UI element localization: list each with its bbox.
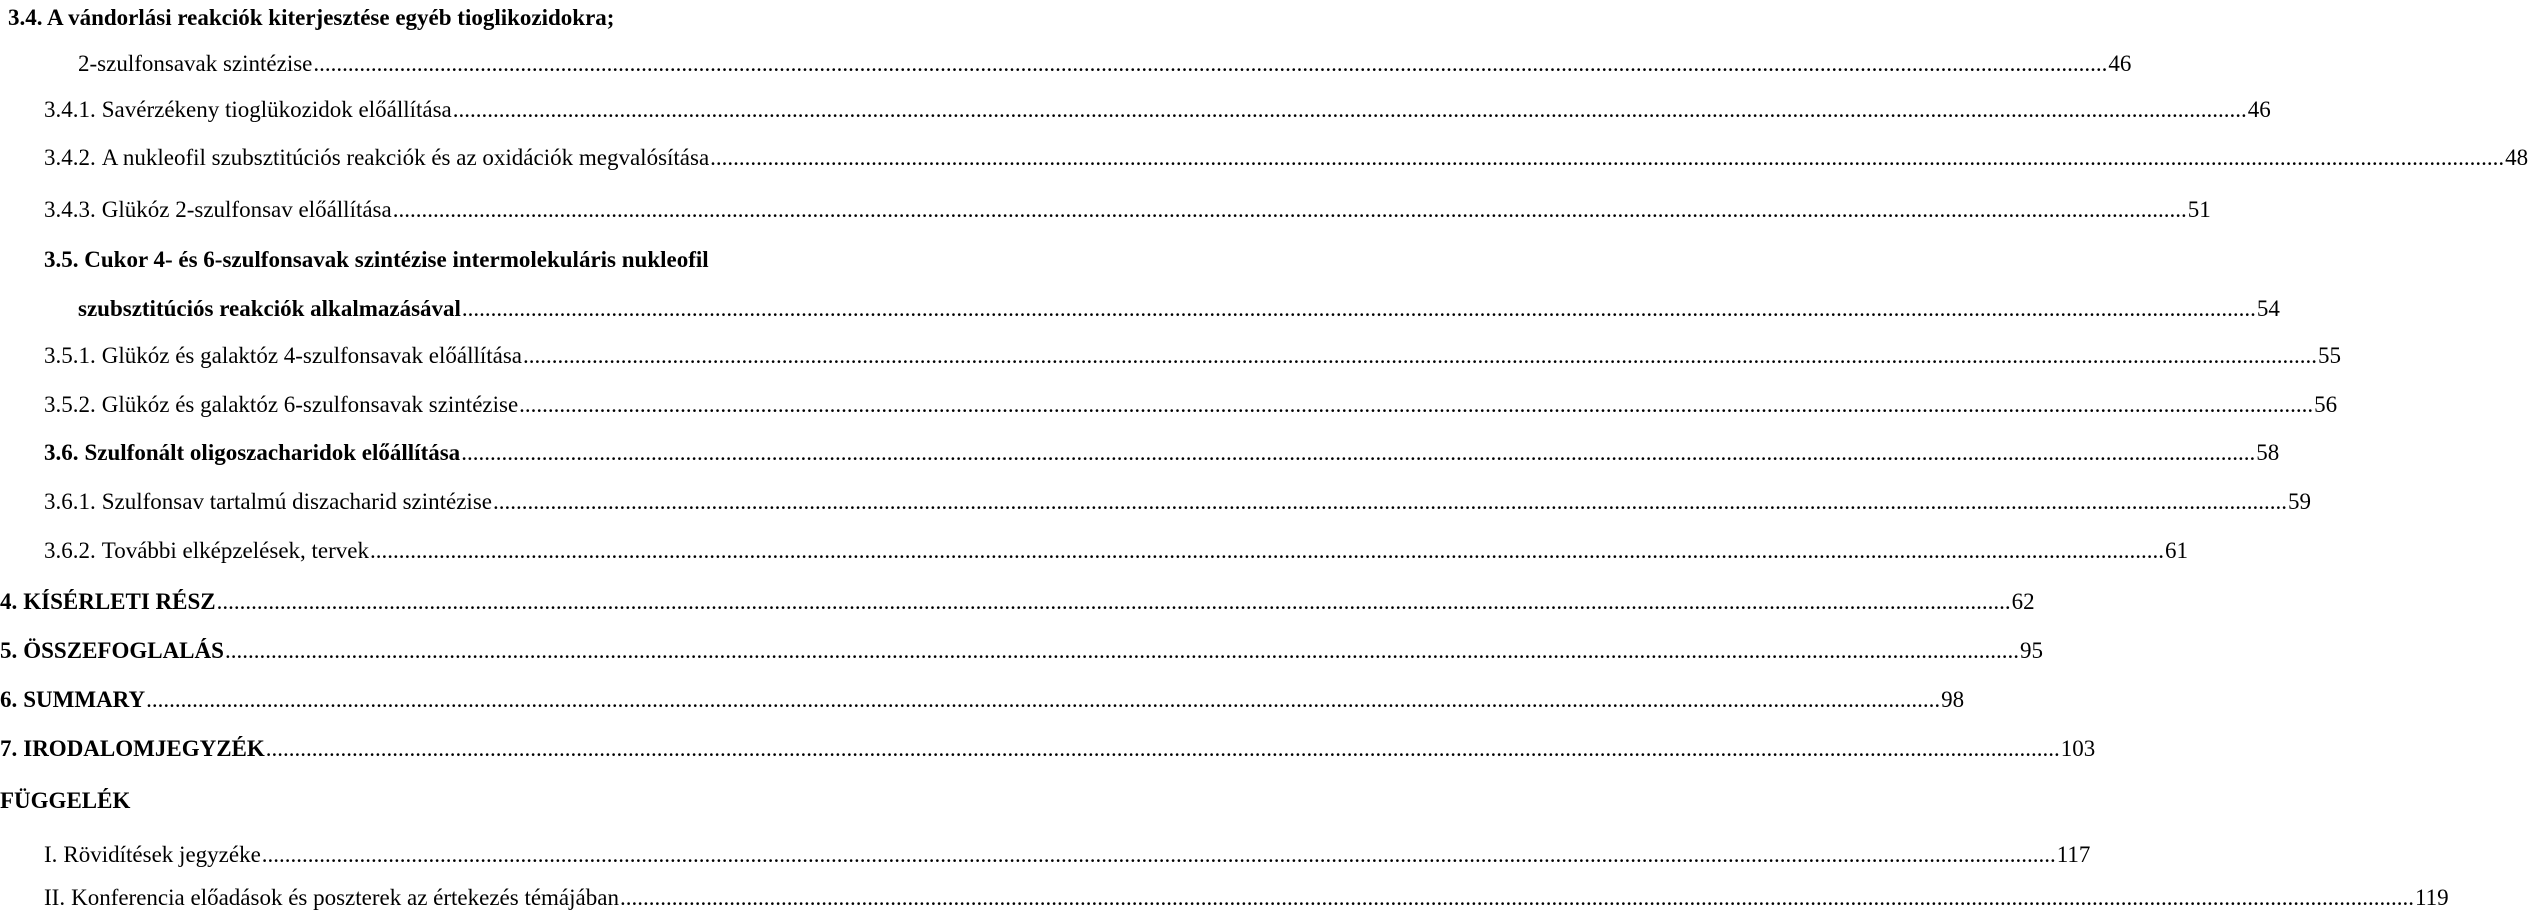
toc-page-number: 46 (2247, 97, 2271, 122)
toc-number: 3.6. (44, 440, 79, 465)
toc-number: 5. (0, 638, 18, 663)
toc-entry-3-6-2[interactable] (44, 534, 2188, 568)
toc-title: ÖSSZEFOGLALÁS (23, 638, 224, 663)
toc-page-number: 103 (2060, 736, 2096, 761)
toc-entry-3-4-line2[interactable] (78, 47, 2132, 81)
toc-entry-3-6[interactable] (44, 436, 2280, 470)
leader-dots (461, 292, 2256, 326)
toc-number: 6. (0, 687, 18, 712)
toc-entry-3-4-2[interactable] (44, 141, 2528, 175)
leader-dots (145, 683, 1940, 717)
toc-page-number: 62 (2011, 589, 2035, 614)
toc-number: 3.4. (8, 5, 43, 30)
leader-dots (369, 534, 2164, 568)
toc-number: 3.5.1. (44, 343, 96, 368)
toc-number: 3.4.2. (44, 145, 96, 170)
toc-title: SUMMARY (23, 687, 146, 712)
toc-page-number: 48 (2505, 145, 2528, 170)
toc-title: Savérzékeny tioglükozidok előállítása (101, 97, 452, 122)
toc-page-number: 51 (2187, 197, 2211, 222)
toc-title: szubsztitúciós reakciók alkalmazásával (78, 296, 461, 321)
toc-title: Glükóz 2-szulfonsav előállítása (101, 197, 392, 222)
toc-number: 3.5. (44, 247, 79, 272)
toc-title: 2-szulfonsavak szintézise (78, 51, 313, 76)
toc-entry-3-5-line2[interactable] (78, 292, 2280, 326)
leader-dots (392, 193, 2187, 227)
appendix-heading: FÜGGELÉK (0, 788, 131, 813)
toc-page-number: 117 (2056, 842, 2091, 867)
leader-dots (261, 838, 2056, 872)
toc-number: I. (44, 842, 58, 867)
toc-title: IRODALOMJEGYZÉK (23, 736, 265, 761)
leader-dots (265, 732, 2060, 766)
toc-entry-3-5-1[interactable] (44, 339, 2341, 373)
leader-dots (492, 485, 2287, 519)
toc-entry-II[interactable] (44, 881, 2449, 915)
toc-title: Szulfonsav tartalmú diszacharid szintézise (101, 489, 492, 514)
toc-entry-4[interactable] (0, 585, 2035, 619)
toc-entry-3-4-3[interactable] (44, 193, 2211, 227)
leader-dots (224, 634, 2019, 668)
toc-page-number: 55 (2318, 343, 2341, 368)
toc-page-number: 59 (2287, 489, 2311, 514)
toc-title: KÍSÉRLETI RÉSZ (23, 589, 216, 614)
leader-dots (460, 436, 2255, 470)
toc-page-number: 95 (2019, 638, 2043, 663)
leader-dots (709, 141, 2504, 175)
toc-page-number: 54 (2256, 296, 2280, 321)
toc-title: A vándorlási reakciók kiterjesztése egyéb tioglikozidokra; (46, 5, 615, 30)
toc-entry-I[interactable] (44, 838, 2091, 872)
toc-page-number: 61 (2165, 538, 2188, 563)
toc-entry-5[interactable] (0, 634, 2043, 668)
toc-page-number: 98 (1941, 687, 1965, 712)
toc-title: Rövidítések jegyzéke (63, 842, 261, 867)
toc-entry-3-5-2[interactable] (44, 388, 2338, 422)
toc-number: 4. (0, 589, 18, 614)
leader-dots (522, 339, 2317, 373)
toc-number: 3.5.2. (44, 392, 96, 417)
leader-dots (216, 585, 2011, 619)
toc-number: 3.4.3. (44, 197, 96, 222)
toc-title: Szulfonált oligoszacharidok előállítása (84, 440, 461, 465)
leader-dots (518, 388, 2313, 422)
toc-title: További elképzelések, tervek (101, 538, 369, 563)
toc-number: 3.6.1. (44, 489, 96, 514)
toc-title: Glükóz és galaktóz 4-szulfonsavak előállítása (101, 343, 522, 368)
toc-entry-3-4-1[interactable] (44, 93, 2271, 127)
leader-dots (452, 93, 2247, 127)
toc-number: 7. (0, 736, 18, 761)
toc-number: 3.4.1. (44, 97, 96, 122)
toc-page-number: 58 (2256, 440, 2280, 465)
toc-title: Cukor 4- és 6-szulfonsavak szintézise intermolekuláris nukleofil (84, 247, 709, 272)
toc-entry-7[interactable] (0, 732, 2096, 766)
toc-number: II. (44, 885, 66, 910)
toc-title: Konferencia előadások és poszterek az értekezés témájában (71, 885, 619, 910)
toc-entry-3-4-line1 (8, 1, 614, 35)
toc-number: 3.6.2. (44, 538, 96, 563)
leader-dots (312, 47, 2107, 81)
toc-entry-3-6-1[interactable] (44, 485, 2311, 519)
toc-entry-6[interactable] (0, 683, 1965, 717)
toc-page-number: 56 (2314, 392, 2338, 417)
toc-page-number: 119 (2414, 885, 2449, 910)
toc-title: A nukleofil szubsztitúciós reakciók és az oxidációk megvalósítása (101, 145, 710, 170)
toc-entry-3-5-line1 (44, 243, 709, 277)
toc-page-number: 46 (2108, 51, 2132, 76)
toc-title: Glükóz és galaktóz 6-szulfonsavak szintézise (101, 392, 519, 417)
leader-dots (619, 881, 2414, 915)
